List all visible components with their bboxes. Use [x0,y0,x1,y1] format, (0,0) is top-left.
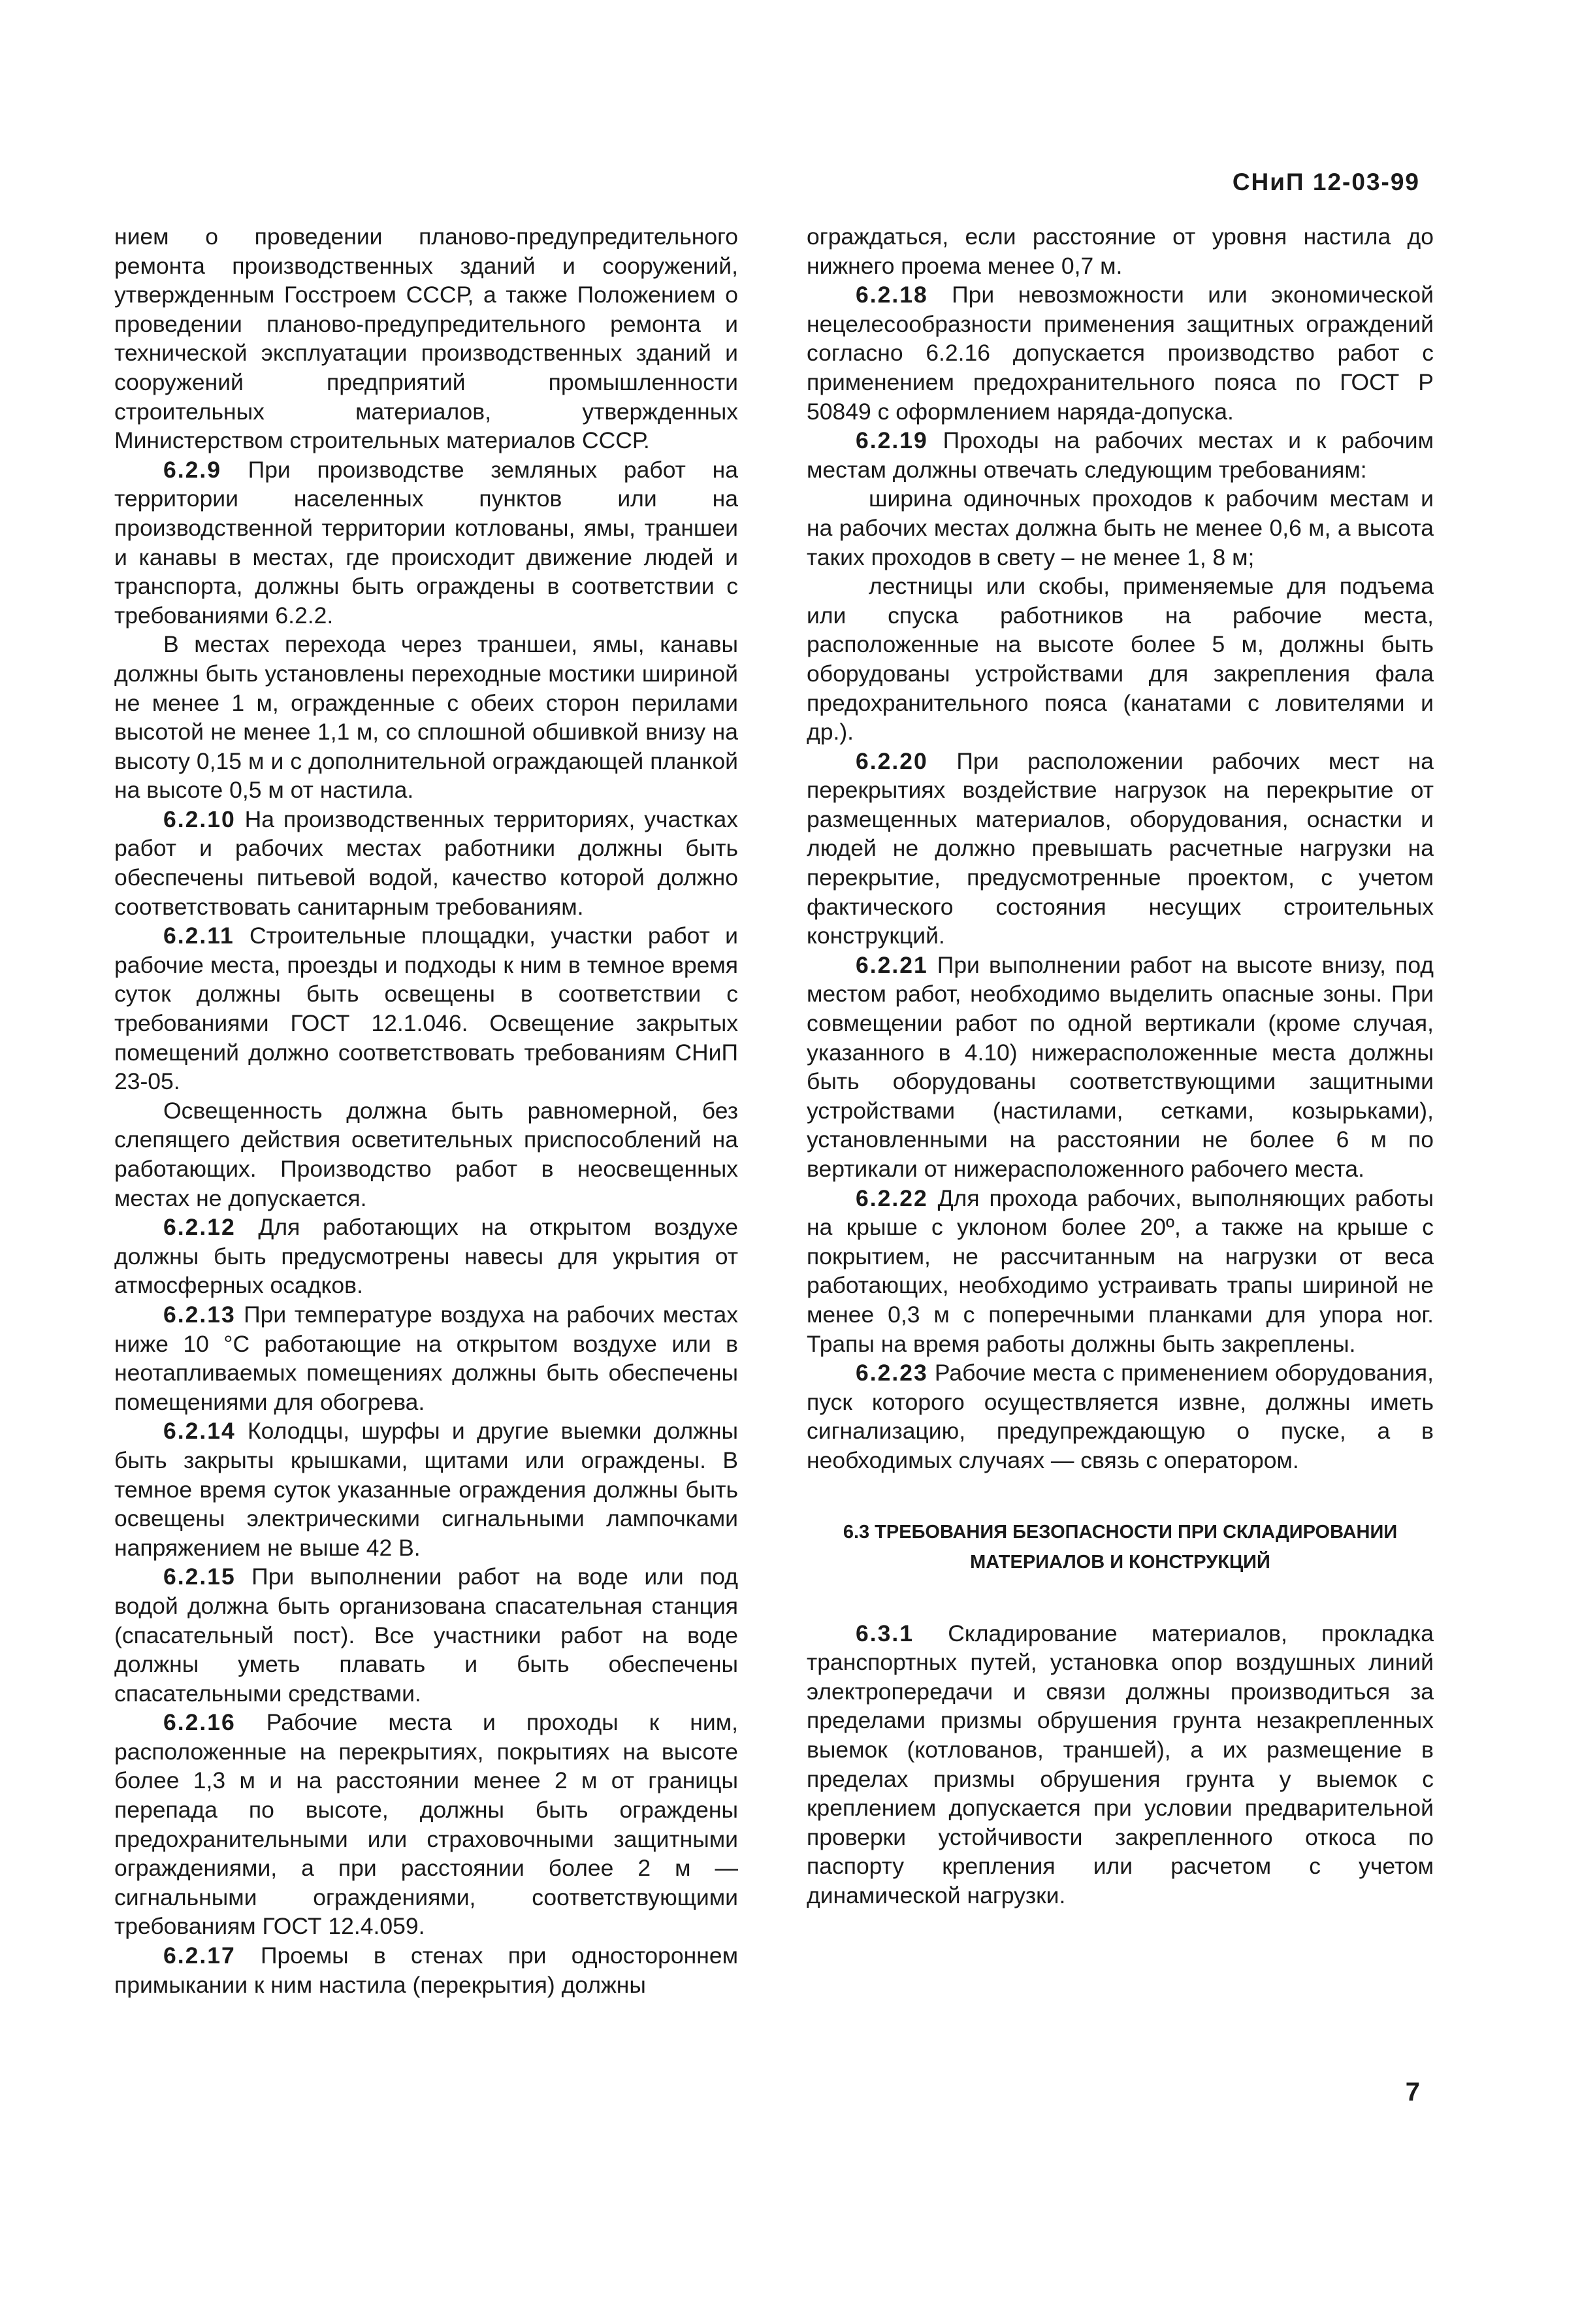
clause-number: 6.2.23 [856,1360,928,1386]
clause-text: Для работающих на открытом воздухе должны быть предусмотрены навесы для укрытия от атмосферных осадков. [114,1214,738,1299]
clause-text: Строительные площадки, участки работ и рабочие места, проезды и подходы к ним в темное время суток должны быть освещены в соответствии с требованиями ГОСТ 12.1.046. Освещение закрытых помещений должно соответствовать требованиям СНиП 23-05. [114,923,738,1095]
section-heading-line-2: МАТЕРИАЛОВ И КОНСТРУКЦИЙ [970,1551,1270,1573]
clause-number: 6.2.18 [856,282,928,308]
document-code: СНиП 12-03-99 [1232,169,1420,195]
clause-number: 6.2.12 [163,1214,236,1241]
paragraph-text: Освещенность должна быть равномерной, без слепящего действия осветительных приспособлений на работающих. Производство работ в неосвещенных местах не допускается. [114,1097,738,1211]
clause-6-2-19 [807,426,1434,484]
clause-text: Рабочие места с применением оборудования, пуск которого осуществляется извне, должны иметь сигнализацию, предупреждающую о пуске, а в необходимых случаях — связь с оператором. [807,1360,1434,1473]
clause-6-3-1 [807,1619,1434,1910]
clause-text: Проходы на рабочих местах и к рабочим местам должны отвечать следующим требованиям: [807,427,1434,483]
clause-number: 6.2.21 [856,951,928,978]
clause-6-2-10 [114,805,738,921]
clause-6-2-17 [114,1941,738,1999]
clause-text: Проемы в стенах при одностороннем примыкании к ним настила (перекрытия) должны [114,1942,738,1998]
section-heading-6-3 [807,1517,1434,1577]
clause-text: При выполнении работ на высоте внизу, под местом работ, необходимо выделить опасные зоны. При совмещении работ по одной вертикали (кроме случая, указанного в 4.10) нижерасположенные места должны быть оборудованы соответствующими защитными устройствами (настилами, сетками, козырьками), установленными на расстоянии не более 6 м по вертикали от нижерасположенного рабочего места. [807,951,1434,1182]
clause-number: 6.2.13 [163,1301,236,1328]
page-number: 7 [1405,2078,1420,2106]
paragraph [114,222,738,455]
clause-number: 6.3.1 [856,1620,914,1646]
clause-number: 6.2.14 [163,1418,236,1445]
left-column [114,222,738,1999]
clause-6-2-18 [807,280,1434,426]
clause-number: 6.2.16 [163,1709,236,1736]
right-column [807,222,1434,1910]
paragraph [114,630,738,805]
clause-6-2-15 [114,1562,738,1708]
clause-number: 6.2.20 [856,747,928,774]
clause-6-2-20 [807,747,1434,951]
clause-text: При производстве земляных работ на территории населенных пунктов или на производственной территории котлованы, ямы, траншеи и канавы в местах, где происходит движение людей и транспорта, должны быть ограждены в соответствии с требованиями 6.2.2. [114,456,738,629]
clause-6-2-13 [114,1300,738,1416]
clause-6-2-9 [114,455,738,630]
clause-number: 6.2.15 [163,1563,236,1590]
clause-6-2-16 [114,1708,738,1941]
clause-text: При температуре воздуха на рабочих местах ниже 10 °С работающие на открытом воздухе или в неотапливаемых помещениях должны быть обеспечены помещениями для обогрева. [114,1301,738,1415]
paragraph-text: ограждаться, если расстояние от уровня настила до нижнего проема менее 0,7 м. [807,223,1434,279]
clause-text: При невозможности или экономической нецелесообразности применения защитных ограждений согласно 6.2.16 допускается производство работ с применением предохранительного пояса по ГОСТ Р 50849 с оформлением наряда-допуска. [807,282,1434,425]
clause-number: 6.2.17 [163,1942,236,1969]
paragraph-text: нием о проведении планово-предупредительного ремонта производственных зданий и сооружений, утвержденным Госстроем СССР, а также Положением о проведении планово-предупредительного ремонта и технической эксплуатации производственных зданий и сооружений предприятий промышленности строительных материалов, утвержденных Министерством строительных материалов СССР. [114,223,738,454]
clause-text: Рабочие места и проходы к ним, расположенные на перекрытиях, покрытиях на высоте более 1,3 м и на расстоянии менее 2 м от границы перепада по высоте, должны быть ограждены предохранительными или страховочными защитными ограждениями, а при расстоянии более 2 м — сигнальными ограждениями, соответствующими требованиям ГОСТ 12.4.059. [114,1709,738,1940]
clause-text: При выполнении работ на воде или под водой должна быть организована спасательная станция (спасательный пост). Все участники работ на воде должны уметь плавать и быть обеспечены спасательными средствами. [114,1563,738,1707]
clause-number: 6.2.22 [856,1185,928,1211]
clause-6-2-23 [807,1358,1434,1475]
clause-number: 6.2.11 [163,923,234,949]
clause-6-2-14 [114,1416,738,1562]
clause-text: На производственных территориях, участках работ и рабочих местах работники должны быть обеспечены питьевой водой, качество которой должно соответствовать санитарным требованиям. [114,806,738,920]
clause-number: 6.2.9 [163,456,221,483]
clause-6-2-21 [807,951,1434,1184]
paragraph [807,222,1434,280]
paragraph [114,1096,738,1213]
paragraph-text: В местах перехода через траншеи, ямы, канавы должны быть установлены переходные мостики шириной не менее 1 м, огражденные с обеих сторон перилами высотой не менее 1,1 м, со сплошной обшивкой внизу на высоту 0,15 м и с дополнительной ограждающей планкой на высоте 0,5 м от настила. [114,631,738,804]
clause-text: Для прохода рабочих, выполняющих работы на крыше с уклоном более 20º, а также на крыше с покрытием, не рассчитанным на нагрузки от веса работающих, необходимо устраивать трапы шириной не менее 0,3 м с поперечными планками для упора ног. Трапы на время работы должны быть закреплены. [807,1185,1434,1357]
clause-text: Колодцы, шурфы и другие выемки должны быть закрыты крышками, щитами или ограждены. В темное время суток указанные ограждения должны быть освещены электрическими сигнальными лампочками напряжением не выше 42 В. [114,1418,738,1561]
clause-6-2-11 [114,921,738,1096]
clause-6-2-22 [807,1184,1434,1359]
list-item-text: ширина одиночных проходов к рабочим местам и на рабочих местах должна быть не менее 0,6 м, а высота таких проходов в свету – не менее 1, 8 м; [807,485,1434,570]
list-item [807,572,1434,747]
clause-text: При расположении рабочих мест на перекрытиях воздействие нагрузок на перекрытие от размещенных материалов, оборудования, оснастки и людей не должно превышать расчетные нагрузки на перекрытие, предусмотренные проектом, с учетом фактического состояния несущих строительных конструкций. [807,747,1434,949]
clause-number: 6.2.10 [163,806,236,832]
section-heading-line-1: 6.3 ТРЕБОВАНИЯ БЕЗОПАСНОСТИ ПРИ СКЛАДИРОВАНИИ [843,1521,1398,1543]
clause-6-2-12 [114,1213,738,1300]
list-item [807,484,1434,572]
list-item-text: лестницы или скобы, применяемые для подъема или спуска работников на рабочие места, расположенные на высоте более 5 м, должны быть оборудованы устройствами для закрепления фала предохранительного пояса (канатами с ловителями и др.). [807,573,1434,745]
clause-text: Складирование материалов, прокладка транспортных путей, установка опор воздушных линий электропередачи и связи должны производиться за пределами призмы обрушения грунта незакрепленных выемок (котлованов, траншей), а их размещение в пределах призмы обрушения грунта у выемок с креплением допускается при условии предварительной проверки устойчивости закрепленного откоса по паспорту крепления или расчетом с учетом динамической нагрузки. [807,1620,1434,1908]
clause-number: 6.2.19 [856,427,928,454]
